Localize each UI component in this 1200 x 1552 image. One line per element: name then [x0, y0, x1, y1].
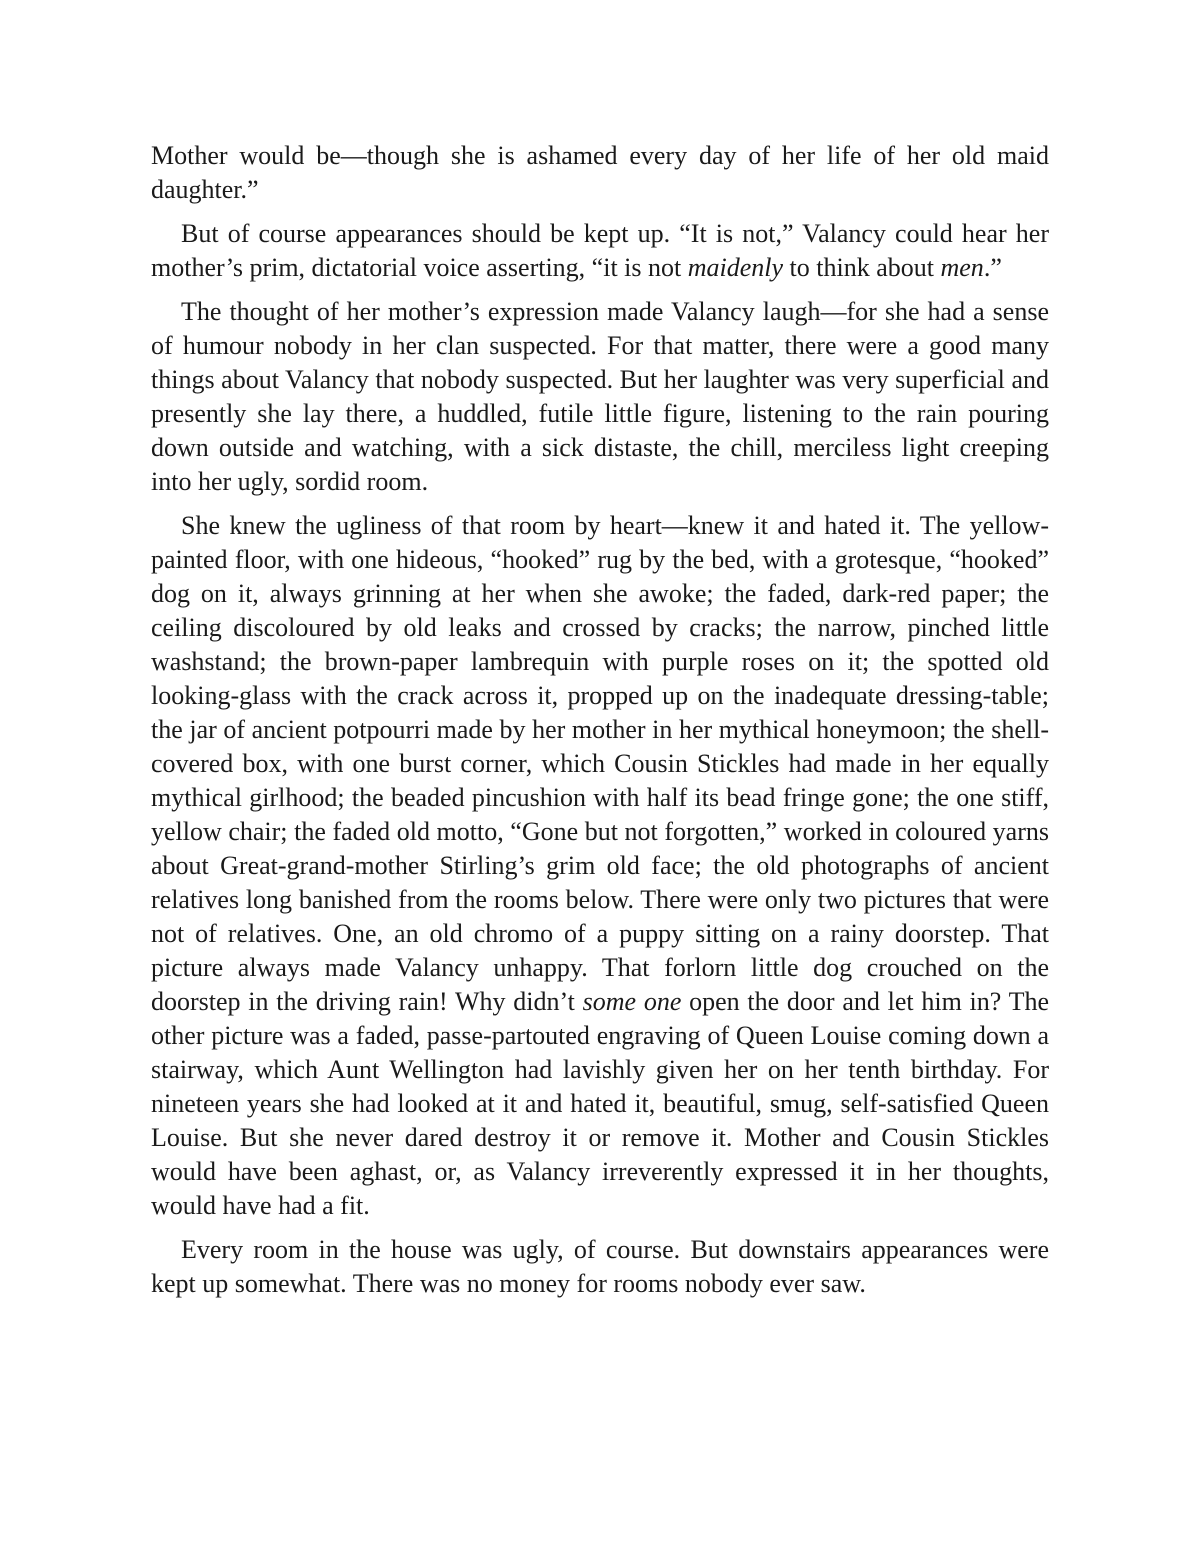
paragraph [151, 1233, 1049, 1301]
text-segment: Every room in the house was ugly, of course. But downstairs appearances were kept up somewhat. There was no money for rooms nobody ever saw. [151, 1235, 1049, 1298]
paragraph [151, 509, 1049, 1223]
text-segment: open the door and let him in? The other picture was a faded, passe-partouted engraving of Queen Louise coming down a stairway, which Aunt Wellington had lavishly given her on her tenth birthday. For nineteen years she had looked at it and hated it, beautiful, smug, self-satisfied Queen Louise. But she never dared destroy it or remove it. Mother and Cousin Stickles would have been aghast, or, as Valancy irreverently expressed it in her thoughts, would have had a fit. [151, 987, 1050, 1220]
paragraph [151, 295, 1049, 499]
paragraph [151, 217, 1049, 285]
text-segment: Mother would be—though she is ashamed every day of her life of her old maid daughter.” [151, 141, 1049, 204]
text-segment: She knew the ugliness of that room by heart—knew it and hated it. The yellow-painted floor, with one hideous, “hooked” rug by the bed, with a grotesque, “hooked” dog on it, always grinning at her when she awoke; the faded, dark-red paper; the ceiling discoloured by old leaks and crossed by cracks; the narrow, pinched little washstand; the brown-paper lambrequin with purple roses on it; the spotted old looking-glass with the crack across it, propped up on the inadequate dressing-table; the jar of ancient potpourri made by her mother in her mythical honeymoon; the shell-covered box, with one burst corner, which Cousin Stickles had made in her equally mythical girlhood; the beaded pincushion with half its bead fringe gone; the one stiff, yellow chair; the faded old motto, “Gone but not forgotten,” worked in coloured yarns about Great-grand-mother Stirling’s grim old face; the old photographs of ancient relatives long banished from the rooms below. There were only two pictures that were not of relatives. One, an old chromo of a puppy sitting on a rainy doorstep. That picture always made Valancy unhappy. That forlorn little dog crouched on the doorstep in the driving rain! Why didn’t [151, 511, 1049, 1016]
text-segment: The thought of her mother’s expression made Valancy laugh—for she had a sense of humour nobody in her clan suspected. For that matter, there were a good many things about Valancy that nobody suspected. But her laughter was very superficial and presently she lay there, a huddled, futile little figure, listening to the rain pouring down outside and watching, with a sick distaste, the chill, merciless light creeping into her ugly, sordid room. [151, 297, 1049, 496]
italic-text-segment: some one [582, 987, 682, 1016]
text-segment: .” [983, 253, 1002, 282]
paragraph [151, 139, 1049, 207]
text-segment: to think about [783, 253, 941, 282]
italic-text-segment: men [940, 253, 984, 282]
text-body [151, 139, 1049, 1301]
text-segment: But of course appearances should be kept up. “It is not,” Valancy could hear her mother’s prim, dictatorial voice asserting, “it is not [151, 219, 1049, 282]
italic-text-segment: maidenly [687, 253, 784, 282]
